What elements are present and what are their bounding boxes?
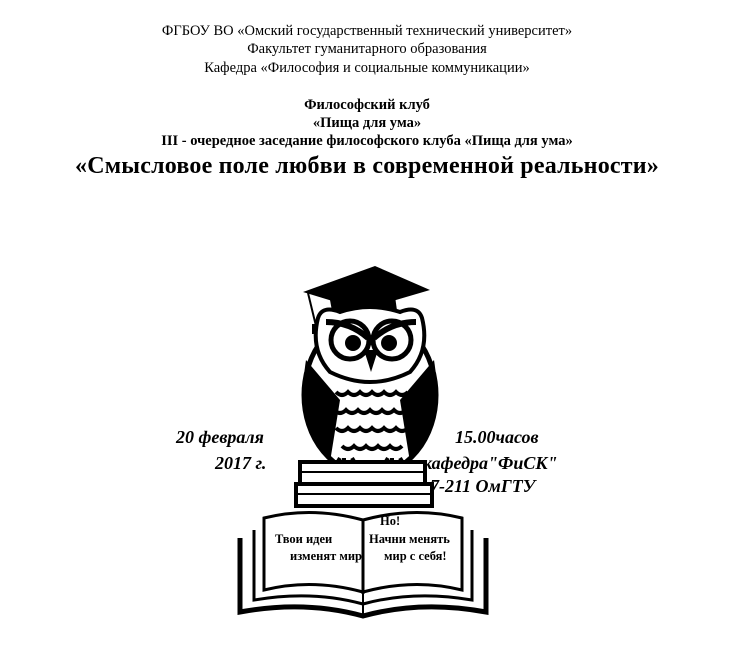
- book-left-line1: Твои идеи: [275, 532, 333, 546]
- department-name: Кафедра «Философия и социальные коммуникации»: [204, 60, 530, 76]
- book-right-line3: мир с себя!: [384, 549, 447, 563]
- event-time: 15.00часов: [455, 427, 539, 447]
- faculty-name: Факультет гуманитарного образования: [247, 41, 487, 57]
- book-right-line1: Но!: [380, 514, 401, 528]
- page-title: «Смысловое поле любви в современной реальности»: [75, 153, 659, 179]
- event-room: 7-211 ОмГТУ: [430, 476, 536, 496]
- book-left-line2: изменят мир.: [290, 549, 366, 563]
- club-subtitle: «Пища для ума»: [312, 115, 422, 131]
- book-right-line2: Начни менять: [369, 532, 450, 546]
- meeting-line: III - очередное заседание философского клуба «Пища для ума»: [161, 133, 573, 149]
- event-place: кафедра"ФиСК": [423, 453, 558, 473]
- event-date-day: 20 февраля: [176, 427, 264, 447]
- event-date-year: 2017 г.: [215, 453, 267, 473]
- institution-name: ФГБОУ ВО «Омский государственный технический университет»: [161, 23, 573, 39]
- club-name: Философский клуб: [304, 97, 430, 113]
